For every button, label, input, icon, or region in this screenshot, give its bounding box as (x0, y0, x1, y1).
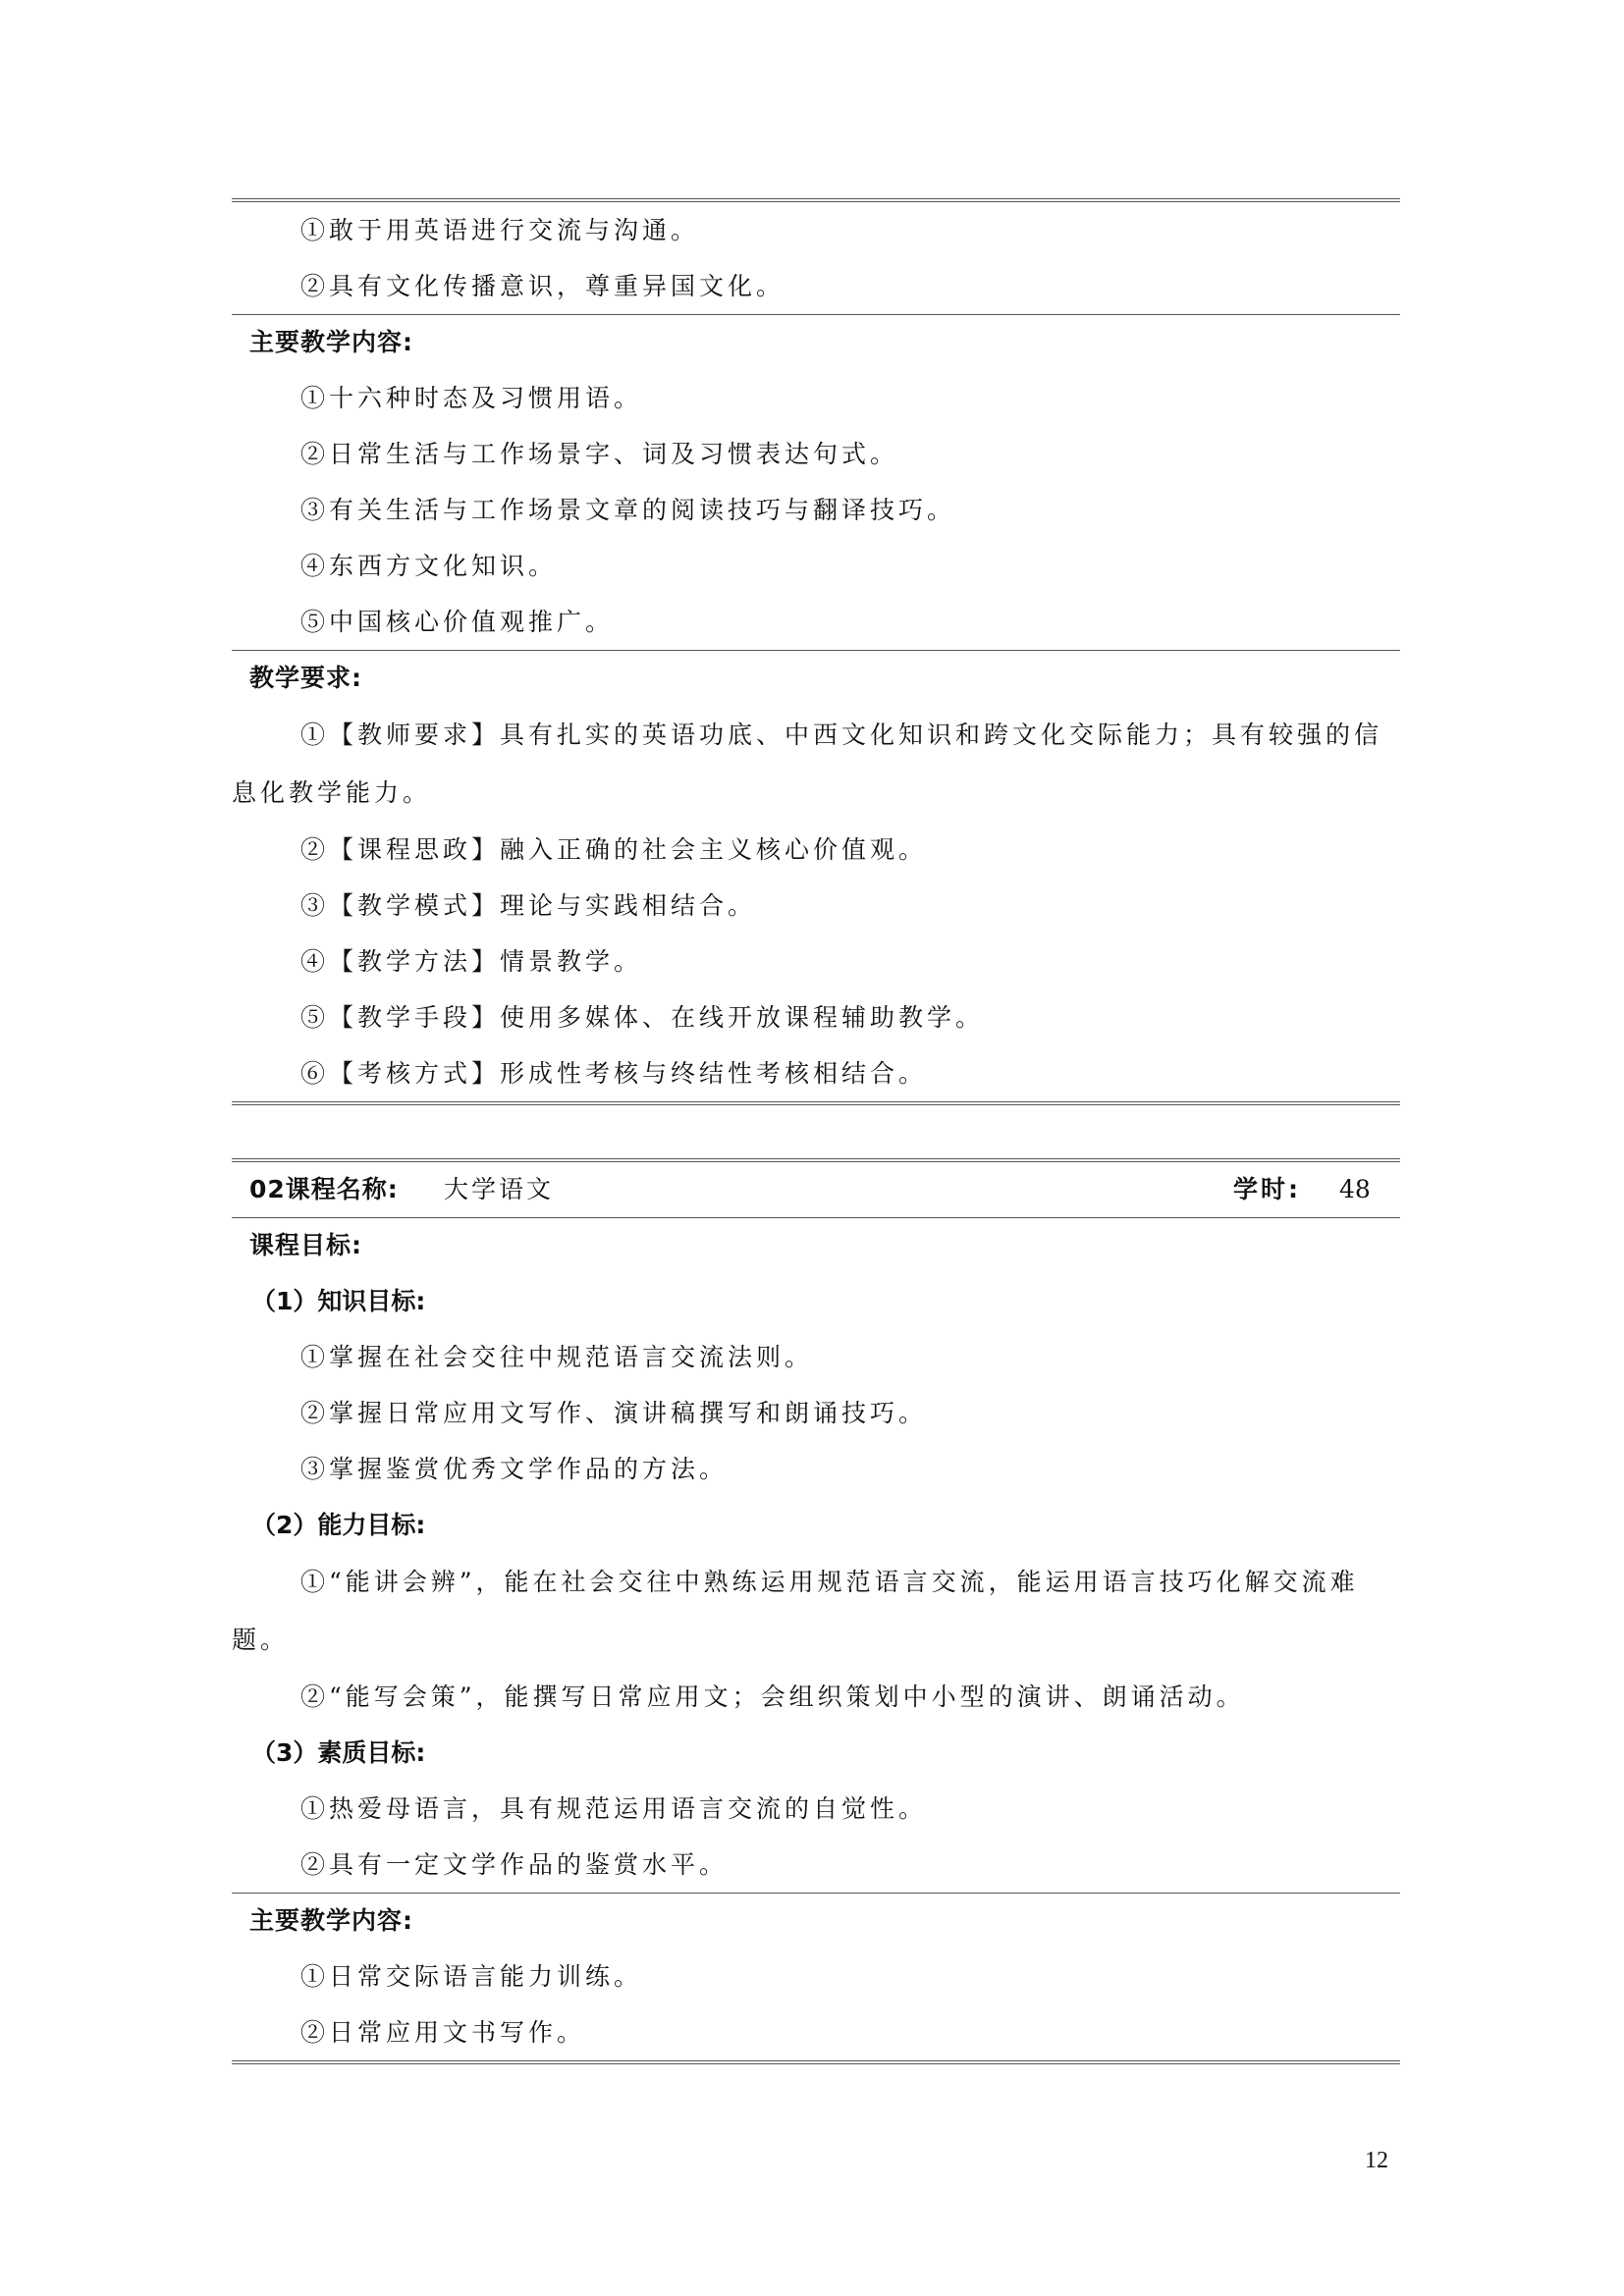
content-heading: 主要教学内容: (249, 328, 413, 356)
course-name-label: 02课程名称: (249, 1175, 399, 1203)
list-item: ②“能写会策”，能撰写日常应用文；会组织策划中小型的演讲、朗诵活动。 (300, 1682, 1245, 1711)
list-item: ②掌握日常应用文写作、演讲稿撰写和朗诵技巧。 (300, 1399, 928, 1427)
list-item: ④东西方文化知识。 (300, 552, 558, 580)
list-item: ①“能讲会辨”，能在社会交往中熟练运用规范语言交流，能运用语言技巧化解交流难题。 (232, 1568, 1359, 1654)
list-item: ①十六种时态及习惯用语。 (300, 384, 643, 412)
ability-heading: （2）能力目标: (251, 1511, 426, 1539)
list-item: ①热爱母语言，具有规范运用语言交流的自觉性。 (300, 1794, 928, 1823)
hours-label: 学时: (1233, 1175, 1301, 1203)
table-bottom-rule (232, 2060, 1400, 2064)
goal-heading: 课程目标: (249, 1231, 362, 1259)
list-item: ①日常交际语言能力训练。 (300, 1962, 643, 1991)
list-item: ②具有一定文学作品的鉴赏水平。 (300, 1850, 729, 1879)
list-item: ⑤【教学手段】使用多媒体、在线开放课程辅助教学。 (300, 1003, 985, 1032)
list-item: ②日常生活与工作场景字、词及习惯表达句式。 (300, 440, 899, 468)
list-item: ②【课程思政】融入正确的社会主义核心价值观。 (300, 835, 928, 864)
list-item: ②日常应用文书写作。 (300, 2018, 586, 2047)
content-heading: 主要教学内容: (249, 1906, 413, 1935)
list-item: ③【教学模式】理论与实践相结合。 (300, 891, 757, 920)
course-name-value: 大学语文 (444, 1175, 555, 1203)
page-number: 12 (1365, 2148, 1388, 2173)
course-table-chinese (232, 1158, 1400, 2064)
list-item: ④【教学方法】情景教学。 (300, 947, 643, 976)
list-item: ①【教师要求】具有扎实的英语功底、中西文化知识和跨文化交际能力；具有较强的信息化教学能力。 (232, 721, 1383, 807)
course-table-english (232, 198, 1400, 1105)
list-item: ①敢于用英语进行交流与沟通。 (300, 216, 700, 244)
course-header-row (232, 1162, 1400, 1217)
hours-value: 48 (1339, 1175, 1371, 1203)
knowledge-heading: （1）知识目标: (251, 1287, 426, 1315)
list-item: ②具有文化传播意识，尊重异国文化。 (300, 272, 785, 300)
list-item: ⑤中国核心价值观推广。 (300, 608, 615, 636)
table-bottom-rule (232, 1101, 1400, 1105)
list-item: ⑥【考核方式】形成性考核与终结性考核相结合。 (300, 1059, 928, 1088)
list-item: ③掌握鉴赏优秀文学作品的方法。 (300, 1455, 729, 1483)
quality-heading: （3）素质目标: (251, 1738, 426, 1767)
requirements-heading: 教学要求: (249, 664, 362, 692)
list-item: ③有关生活与工作场景文章的阅读技巧与翻译技巧。 (300, 496, 956, 524)
list-item: ①掌握在社会交往中规范语言交流法则。 (300, 1343, 814, 1371)
